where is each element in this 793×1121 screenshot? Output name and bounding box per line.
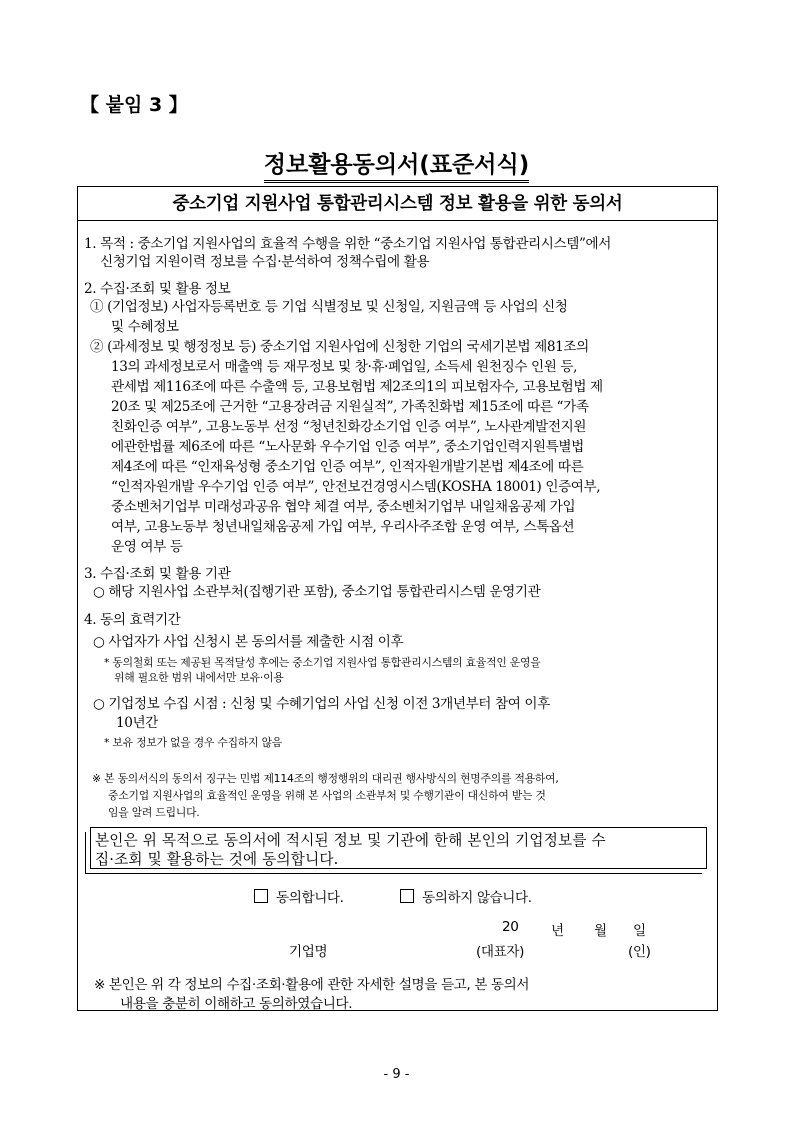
- legal-note-line-2: 중소기업 지원사업의 효율적인 운영을 위해 본 사업의 소관부처 및 수행기관이 대신하여 받는 것: [108, 789, 546, 802]
- consent-form-box: [77, 186, 718, 1011]
- agreement-line-2: 집·조회 및 활용하는 것에 동의합니다.: [95, 851, 339, 868]
- form-title: 중소기업 지원사업 통합관리시스템 정보 활용을 위한 동의서: [172, 194, 623, 214]
- agreement-line-1: 본인은 위 목적으로 동의서에 적시된 정보 및 기관에 한해 본인의 기업정보를 수: [95, 832, 606, 849]
- item-2-line-1: ② (과세정보 및 행정정보 등) 중소기업 지원사업에 신청한 기업의 국세기본법 제81조의: [90, 339, 589, 355]
- item-2-line-11: 운영 여부 등: [111, 539, 183, 555]
- item-2-line-7: 제4조에 따른 “인재육성형 중소기업 인증 여부”, 인적자원개발기본법 제4조에 따른: [111, 459, 584, 475]
- item-2-line-6: 에관한법률 제6조에 따른 “노사문화 우수기업 인증 여부”, 중소기업인력지원특별법: [111, 439, 584, 455]
- attachment-label: 【 붙임 3 】: [80, 94, 188, 116]
- note-1-line-1: * 동의철회 또는 제공된 목적달성 후에는 중소기업 지원사업 통합관리시스템의 효율적인 운영을: [104, 656, 541, 669]
- item-2-line-9: 중소벤처기업부 미래성과공유 협약 체결 여부, 중소벤처기업부 내일채움공제 가입: [111, 499, 576, 515]
- representative-label: (대표자): [476, 944, 525, 960]
- note-2: * 보유 정보가 없을 경우 수집하지 않음: [104, 736, 283, 749]
- date-year-unit: 년: [551, 923, 564, 939]
- company-name-label: 기업명: [289, 944, 328, 960]
- section-4-heading: 4. 동의 효력기간: [84, 612, 181, 628]
- item-1-line-2: 및 수혜정보: [111, 319, 179, 335]
- agree-checkbox[interactable]: [254, 889, 268, 903]
- item-2-line-8: “인적자원개발 우수기업 인증 여부”, 안전보건경영시스템(KOSHA 18001) 인증여부,: [111, 479, 601, 495]
- agreement-statement-box: [90, 827, 707, 869]
- seal-label: (인): [628, 944, 651, 960]
- date-year: 20: [502, 919, 519, 935]
- page-number: - 9 -: [383, 1067, 410, 1082]
- legal-note-line-3: 임을 알려 드립니다.: [108, 806, 200, 819]
- date-day-unit: 일: [633, 923, 646, 939]
- item-2-line-2: 13의 과세정보로서 매출액 등 재무정보 및 창·휴·폐업일, 소득세 원천징수 인원 등,: [111, 359, 578, 375]
- legal-note-line-1: ※ 본 동의서식의 동의서 징구는 민법 제114조의 행정행위의 대리권 행사방식의 현명주의를 적용하여,: [92, 772, 559, 785]
- section-4-item-1: ○ 사업자가 사업 신청시 본 동의서를 제출한 시점 이후: [93, 634, 404, 650]
- final-note-line-1: ※ 본인은 위 각 정보의 수집·조회·활용에 관한 자세한 설명을 듣고, 본 동의서: [94, 977, 530, 993]
- agree-option[interactable]: 동의합니다.: [254, 886, 344, 906]
- disagree-option[interactable]: 동의하지 않습니다.: [400, 886, 532, 906]
- item-1-line-1: ① (기업정보) 사업자등록번호 등 기업 식별정보 및 신청일, 지원금액 등 사업의 신청: [90, 299, 568, 315]
- item-2-line-5: 친화인증 여부”, 고용노동부 선정 “청년친화강소기업 인증 여부”, 노사관계발전지원: [111, 419, 587, 435]
- disagree-checkbox[interactable]: [400, 889, 414, 903]
- document-title: 정보활용동의서(표준서식): [0, 146, 793, 183]
- date-month-unit: 월: [594, 923, 607, 939]
- item-2-line-10: 여부, 고용노동부 청년내일채움공제 가입 여부, 우리사주조합 운영 여부, 스톡옵션: [111, 519, 575, 535]
- item-2-line-3: 관세법 제116조에 따른 수출액 등, 고용보험법 제2조의1의 피보험자수, 고용보험법 제: [111, 379, 603, 395]
- purpose-line-2: 신청기업 지원이력 정보를 수집·분석하여 정책수립에 활용: [100, 254, 430, 270]
- section-3-heading: 3. 수집·조회 및 활용 기관: [84, 566, 231, 582]
- section-4-item-2-line-1: ○ 기업정보 수집 시점 : 신청 및 수혜기업의 사업 신청 이전 3개년부터 참여 이후: [93, 696, 550, 712]
- final-note-line-2: 내용을 충분히 이해하고 동의하였습니다.: [120, 996, 353, 1012]
- purpose-line-1: 1. 목적 : 중소기업 지원사업의 효율적 수행을 위한 “중소기업 지원사업 통합관리시스템”에서: [84, 236, 611, 252]
- title-divider: [78, 220, 717, 221]
- item-2-line-4: 20조 및 제25조에 근거한 “고용장려금 지원실적”, 가족친화법 제15조에 따른 “가족: [111, 399, 589, 415]
- note-1-line-2: 위해 필요한 범위 내에서만 보유·이용: [114, 671, 284, 684]
- section-4-item-2-line-2: 10년간: [116, 715, 158, 731]
- section-3-item: ○ 해당 지원사업 소관부처(집행기관 포함), 중소기업 통합관리시스템 운영기관: [93, 584, 541, 600]
- section-2-heading: 2. 수집·조회 및 활용 정보: [84, 281, 231, 297]
